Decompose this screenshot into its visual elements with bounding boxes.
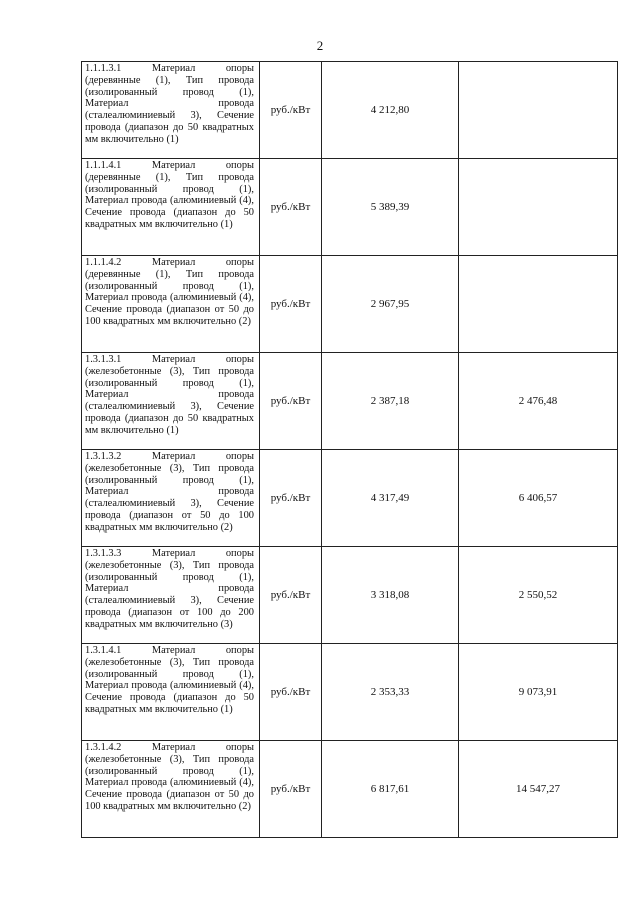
page-number: 2 [316,38,324,53]
value-cell-2: 6 406,57 [459,450,618,547]
value-cell-1: 4 212,80 [322,62,459,159]
table-row [82,741,618,838]
value-cell-1: 2 353,33 [322,644,459,741]
value-cell-1: 3 318,08 [322,547,459,644]
unit-cell: руб./кВт [260,741,322,838]
row-description: 1.3.1.3.2 Материал опоры (железобетонные (3), Тип провода (изолированный провод (1), Материал провода (сталеалюминиевый 3), Сечение провода (диапазон от 50 до 100 квадратных мм включительно (2) [82,450,260,547]
table-row [82,644,618,741]
value-cell-2 [459,256,618,353]
unit-cell: руб./кВт [260,547,322,644]
unit-cell: руб./кВт [260,256,322,353]
value-cell-2: 14 547,27 [459,741,618,838]
row-description: 1.1.1.4.2 Материал опоры (деревянные (1), Тип провода (изолированный провод (1), Материал провода (алюминиевый (4), Сечение провода (диапазон от 50 до 100 квадратных мм включительно (2) [82,256,260,353]
unit-cell: руб./кВт [260,353,322,450]
value-cell-1: 6 817,61 [322,741,459,838]
table-row [82,62,618,159]
value-cell-2 [459,62,618,159]
table-row [82,547,618,644]
row-description: 1.3.1.3.1 Материал опоры (железобетонные (3), Тип провода (изолированный провод (1), Материал провода (сталеалюминиевый 3), Сечение провода (диапазон до 50 квадратных мм включительно (1) [82,353,260,450]
tariff-table [81,61,618,838]
unit-cell: руб./кВт [260,159,322,256]
value-cell-1: 5 389,39 [322,159,459,256]
unit-cell: руб./кВт [260,450,322,547]
value-cell-2: 9 073,91 [459,644,618,741]
value-cell-1: 2 967,95 [322,256,459,353]
value-cell-1: 4 317,49 [322,450,459,547]
row-description: 1.1.1.3.1 Материал опоры (деревянные (1), Тип провода (изолированный провод (1), Материал провода (сталеалюминиевый 3), Сечение провода (диапазон до 50 квадратных мм включительно (1) [82,62,260,159]
value-cell-2: 2 550,52 [459,547,618,644]
row-description: 1.3.1.4.1 Материал опоры (железобетонные (3), Тип провода (изолированный провод (1), Материал провода (алюминиевый (4), Сечение провода (диапазон до 50 квадратных мм включительно (1) [82,644,260,741]
value-cell-1: 2 387,18 [322,353,459,450]
value-cell-2 [459,159,618,256]
unit-cell: руб./кВт [260,62,322,159]
value-cell-2: 2 476,48 [459,353,618,450]
row-description: 1.1.1.4.1 Материал опоры (деревянные (1), Тип провода (изолированный провод (1), Материал провода (алюминиевый (4), Сечение провода (диапазон до 50 квадратных мм включительно (1) [82,159,260,256]
row-description: 1.3.1.3.3 Материал опоры (железобетонные (3), Тип провода (изолированный провод (1), Материал провода (сталеалюминиевый 3), Сечение провода (диапазон от 100 до 200 квадратных мм включительно (3) [82,547,260,644]
table-row [82,159,618,256]
table-row [82,353,618,450]
row-description: 1.3.1.4.2 Материал опоры (железобетонные (3), Тип провода (изолированный провод (1), Материал провода (алюминиевый (4), Сечение провода (диапазон от 50 до 100 квадратных мм включительно (2) [82,741,260,838]
table-row [82,450,618,547]
table-row [82,256,618,353]
unit-cell: руб./кВт [260,644,322,741]
